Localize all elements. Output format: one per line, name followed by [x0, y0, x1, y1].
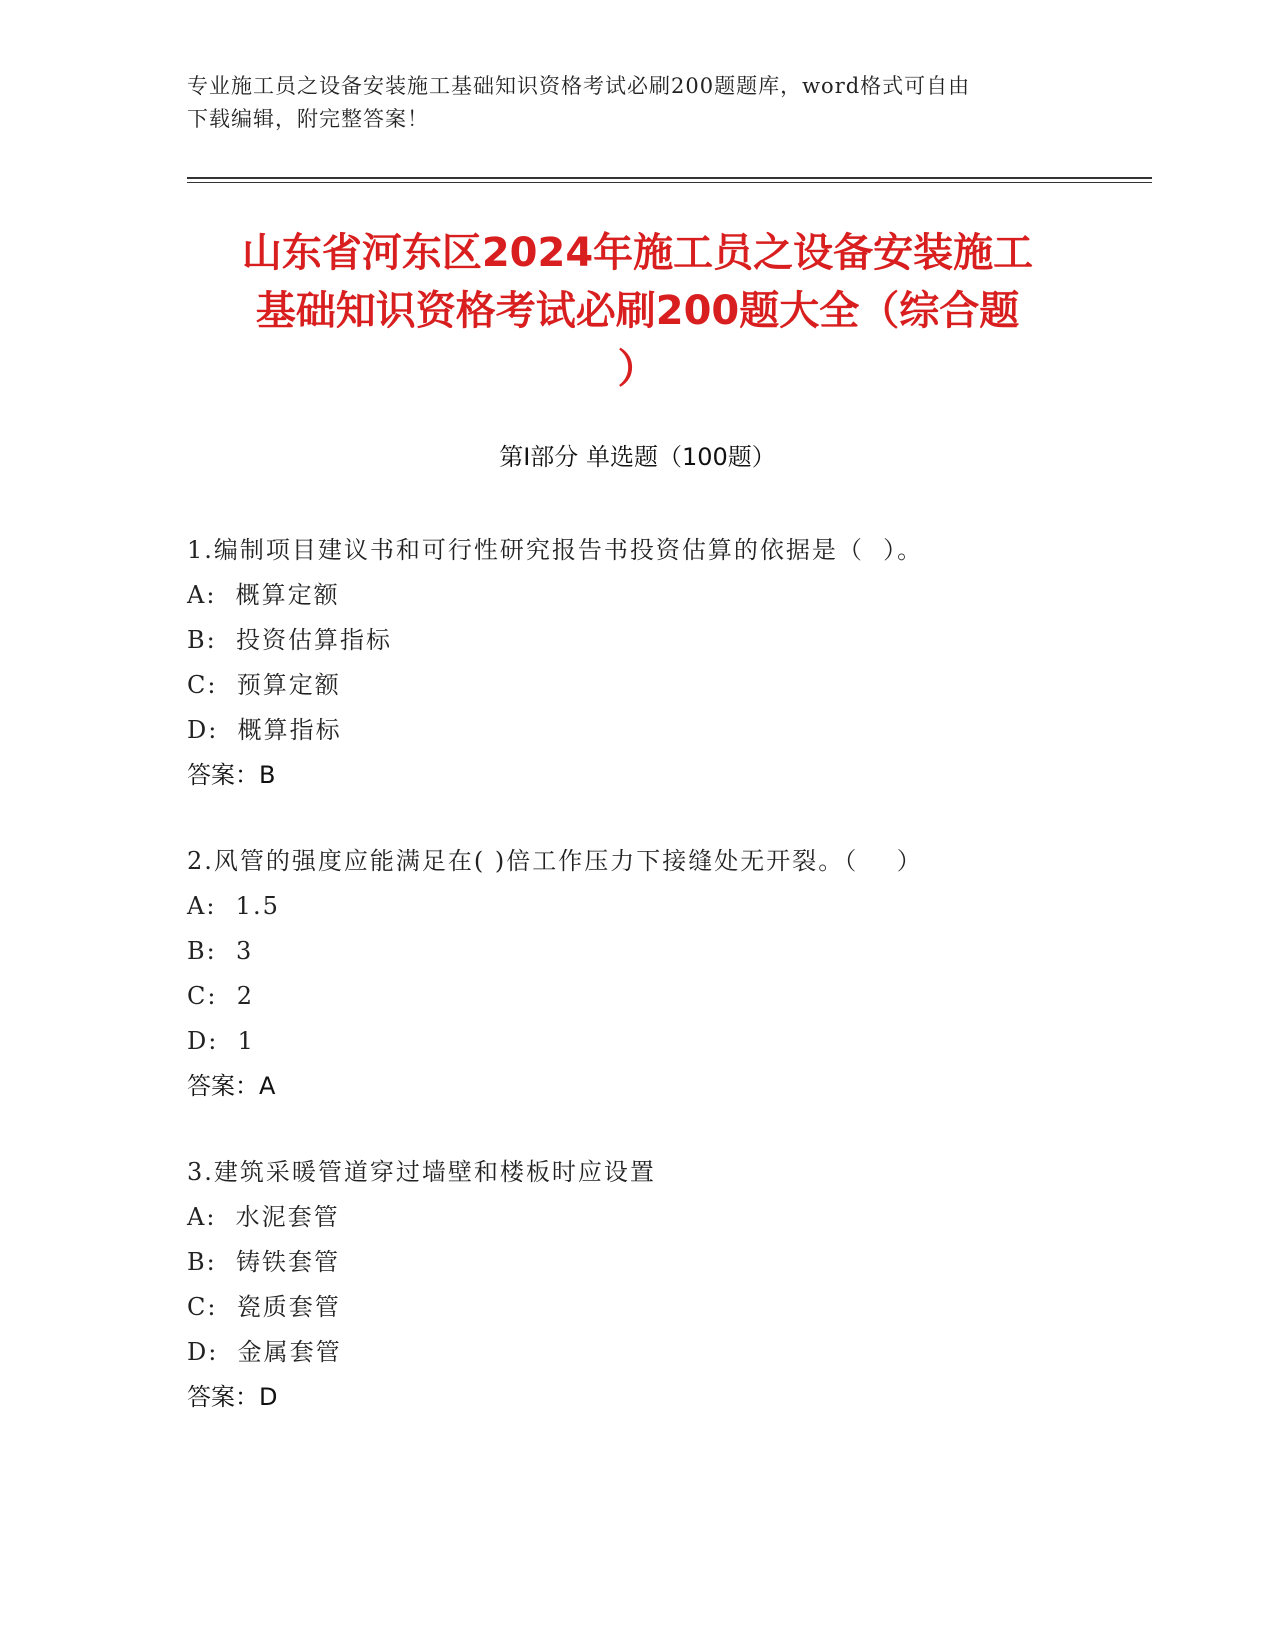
option-a: A: 1.5 — [187, 892, 280, 920]
header-note-line-2: 下载编辑，附完整答案！ — [187, 107, 429, 131]
section-title: 第Ⅰ部分 单选题（100题） — [499, 443, 776, 471]
header-divider-thin — [187, 182, 1152, 183]
answer: 答案：A — [187, 1072, 276, 1100]
document-title-line-1: 山东省河东区2024年施工员之设备安装施工 — [241, 230, 1034, 276]
answer: 答案：D — [187, 1383, 278, 1411]
option-b: B: 铸铁套管 — [187, 1248, 340, 1276]
option-d: D: 概算指标 — [187, 716, 342, 744]
document-title-line-2: 基础知识资格考试必刷200题大全（综合题 — [255, 288, 1020, 334]
option-c: C: 瓷质套管 — [187, 1293, 341, 1321]
question-list — [187, 528, 1147, 1461]
header-note — [187, 70, 1067, 136]
header-note-line-1: 专业施工员之设备安装施工基础知识资格考试必刷200题题库，word格式可自由 — [187, 74, 971, 98]
question-stem: 3.建筑采暖管道穿过墙壁和楼板时应设置 — [187, 1158, 656, 1186]
option-b: B: 3 — [187, 937, 254, 965]
document-title — [180, 224, 1095, 398]
question-stem: 1.编制项目建议书和可行性研究报告书投资估算的依据是（ ）。 — [187, 536, 924, 564]
question-2 — [187, 839, 1147, 1109]
option-a: A: 概算定额 — [187, 581, 340, 609]
option-c: C: 预算定额 — [187, 671, 341, 699]
option-c: C: 2 — [187, 982, 254, 1010]
option-a: A: 水泥套管 — [187, 1203, 340, 1231]
option-d: D: 1 — [187, 1027, 255, 1055]
header-divider-thick — [187, 177, 1152, 179]
option-d: D: 金属套管 — [187, 1338, 342, 1366]
document-title-line-3: ） — [617, 346, 658, 392]
option-b: B: 投资估算指标 — [187, 626, 392, 654]
question-stem: 2.风管的强度应能满足在( )倍工作压力下接缝处无开裂。（ ） — [187, 847, 923, 875]
question-3 — [187, 1150, 1147, 1420]
answer: 答案：B — [187, 761, 276, 789]
question-1 — [187, 528, 1147, 798]
